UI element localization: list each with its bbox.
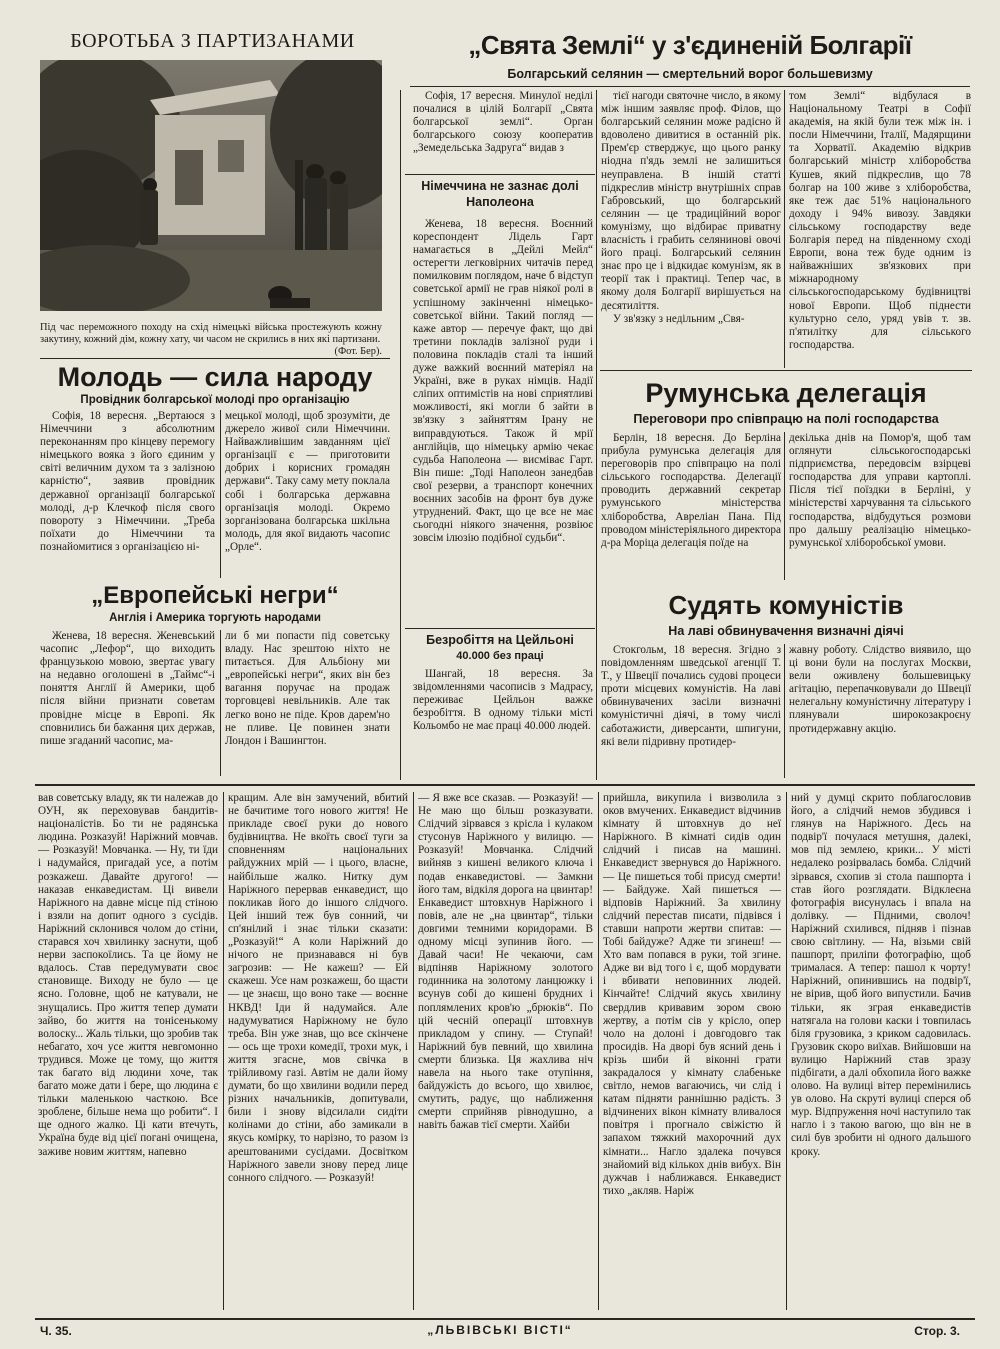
komunisty-headline: Судять комуністів — [668, 590, 904, 620]
footer-issue: Ч. 35. — [40, 1324, 72, 1338]
romania-col2-text: декілька днів на Помор'я, щоб там оглянути сільськогосподарські підприємства, передовсім взірцеві господарства для управи картоплі. Після тієї поїздки в Берліні, у міністерстві харчування та сільського господарства, відбудуться розмови про дальшу реалізацію німецько-румунської хліборобської умови. — [789, 432, 971, 549]
negry-headline: „Европейські негри“ — [91, 582, 339, 609]
caption-credit: (Фот. Бер). — [334, 346, 382, 357]
caption-text: Під час переможного походу на схід німецькі війська простежують кожну закутину, кожний дім, кожну хату, чи часом не скрились в них які партизани. — [40, 322, 382, 345]
bulgaria-col3 — [789, 90, 971, 365]
romania-col1 — [601, 432, 781, 582]
section-divider — [35, 784, 975, 786]
molod-headline: Молодь — сила народу — [57, 362, 373, 392]
ceylon-subtitle: 40.000 без праці — [456, 650, 544, 662]
rule — [596, 90, 597, 780]
negry-col2-text: ли б ми попасти під советську владу. Нас зрештою ніхто не питається. Для Альбіону ми „европейські негри“, яких він без вагання поручає на продаж торговцеві невільників. Але так легко воно не піде. Кров дарем'но не пливе. Це повинен знати Лондон і Вашингтон. — [225, 630, 390, 747]
komunisty-col1-text: Стокгольм, 18 вересня. Згідно з повідомленням шведської агенції Т. Т., у Швеції почались судові процеси проти місцевих комуністів. На лаві обвинувачених засіли визначні комуністичні діячі, в тому числі саботажисти, диверсанти, шпигуни, які вели підривну протидер- — [601, 644, 781, 748]
molod-col1 — [40, 410, 215, 580]
photo-image — [40, 60, 382, 311]
bulgaria-col2 — [601, 90, 781, 365]
photo-title: БОРОТЬБА З ПАРТИЗАНАМИ — [70, 30, 355, 52]
story-col2 — [228, 792, 408, 1312]
rule — [784, 90, 785, 368]
bulgaria-col3-text: том Землі“ відбулася в Національному Театрі в Софії академія, на якій були теж між ін. і посли Німеччини, Італії, Мадярщини та Хорватії. Академію відкрив болгарський міністр хліборобства Кушев, який підкреслив, що 78 болгар на 100 живе з хліборобства, яке теж дає 51% національного доходу і 94% вивозу. Завдяки сільському господарству веде Болгарія перед на південному сході Европи, вона теж буде одним із найважніших зв'язкових при міжнародному сільськогосподарському будівництві нової Европи. Щоб піднести культурно село, уряд увів т. зв. п'ятилітку для сільського господарства. — [789, 90, 971, 351]
bulgaria-headline: „Свята Землі“ у з'єдиненій Болгарії — [468, 30, 912, 60]
komunisty-col2 — [789, 644, 971, 780]
rule — [405, 174, 595, 175]
molod-col1-text: Софія, 18 вересня. „Вертаюся з Німеччини з абсолютним переконанням про кінцеву перемогу німецького вояка з його єдиним у світі величним духом та з залізною карністю“, заявив провідник державної організації болгарської молоді, д-р Клечкоф після свого повороту з Німеччини. „Треба поїхати до Німеччини та познайомитися з організацією ні- — [40, 410, 215, 553]
story-col1-text: вав советську владу, як ти належав до ОУН, як переховував бандитів-націоналістів. Бо ти не радянська людина. Розказуй! Наріжний мовчав. — Розказуй! Мовчанка. — Ну, ти їди і надумайся, пригадай усе, а потім розкажеш. Давайте другого! — наказав енкаведистам. Ці вивели Наріжного на давне місце під стіною і взяли на допит одного з сусідів. Наріжний склонився чолом до стіни, старався хоч хвилинку заснути, щоб нерви заспокоїлись. Та це йому не вдалось. Став передумувати своє становище. Виходу не було — це ясно. Головне, щоб не катували, не знущались. Про життя тепер думати зайво, бо життя на тонісенькому волоску... Жаль тільки, що зробив так небагато, хоч усе життя невгомонно трудився. Може це тому, що життя так багато від людини хоче, так багато може дати і бере, що людина є тільки маленькою часткою. Все зроблене, більше нема що робити“. І ще одного жалко. Ці кати втечуть, Україна буде від цієї погані очищена, заживе новим життям, напевно — [38, 792, 218, 1158]
rule — [784, 432, 785, 580]
rule — [410, 86, 970, 87]
romania-headline: Румунська делегація — [645, 378, 927, 408]
footer-rule — [35, 1318, 975, 1320]
negry-col1 — [40, 630, 215, 778]
bulgaria-subtitle: Болгарський селянин — смертельний ворог большевизму — [507, 67, 873, 81]
rule — [413, 792, 414, 1310]
rule — [220, 410, 221, 578]
bulgaria-col2-tail: У зв'язку з недільним „Свя- — [613, 312, 745, 325]
rule — [786, 792, 787, 1310]
footer-paper-name: „ЛЬВІВСЬКІ ВІСТІ“ — [427, 1323, 573, 1337]
negry-subtitle: Англія і Америка торгують народами — [109, 612, 321, 624]
negry-col2 — [225, 630, 390, 778]
ceylon-col — [413, 668, 593, 780]
molod-col2-text: мецької молоді, щоб зрозуміти, де джерело живої сили Німеччини. Найважливішим завданням цієї організації є — приготовити добрих і корисних громадян держави“. Таку саму мету поклала собі і болгарська державна організація молоді. Окремо зорганізована болгарська шкільна молодь, для якої видають часопис „Орле“. — [225, 410, 390, 553]
negry-col1-text: Женева, 18 вересня. Женевський часопис „Лефор“, що виходить французькою мовою, звертає увагу на недавно оголошені в „Таймс“-і поняття Англії й Америки, щоб після війни признати советам провідне місце в Европі. Як сповнились би бажання цих держав, пише згаданий часопис, ма- — [40, 630, 215, 747]
komunisty-col2-text: жавну роботу. Слідство виявило, що ці вони були на послугах Москви, вели оживлену большевицьку агітацію, перепачковували до Швеції нелегальну комуністичну літературу і плянували широкозакроєну протидержавну акцію. — [789, 644, 971, 735]
rule — [40, 358, 390, 359]
rule — [220, 630, 221, 776]
rule — [405, 628, 595, 629]
napoleon-text: Женева, 18 вересня. Воєнний кореспондент Лідель Гарт намагається в „Дейлі Мейл“ остерегти легковірних читачів перед помилковим поглядом, наче б відступ советської армії не грав ніякої ролі в успішному закінченні німецько-советської війни. Такий погляд — каже автор — перечуе факт, що дві третини покладів залізної руди і половина покладів сталі та інший дуже важкий воєнний матеріял на Україні, вже в руках німців. Надії сліпих оптимістів на нові сприятливі можливості, які могли б зайти в зв'язку з зайняттям Ірану не виправдуються. Також й мрії англійців, що німецьку армію чекає судьба Наполеона — висміває Гарт. Він пише: „Тоді Наполеон занедбав свої резерви, а транспорт конечних воєнних засобів на фронт був дуже утруднений. Факт, що це все не має сьогодні ніякого значення, розвіює зовсім ілюзію подібної судьби“. — [413, 218, 593, 545]
story-col5 — [791, 792, 971, 1312]
story-col2-text: кращим. Але він замучений, вбитий не бачитиме того нового життя! Не прикладе своєї руки до нового будівництва. Не вкоїть своєї туги за сповненням національних райдужних мрій — і цього, власне, найбільше жалко. Нитку дум Наріжного перервав енкаведист, що покликав його до іншого слідчого. Цей інший теж був сонний, чи сп'янілий і знає тільки сказати: „Розказуй!“ А коли Наріжний до нічого не признавався ні був загрозив: — Не кажеш? — Ей скажеш. Усе нам розкажеш, бо щасти — це знаєш, що воно таке — воєнне НКВД! Іди й надумайся. Але надумуватися Наріжному не було треба. Він уже знав, що все скінчене — ось ще трохи комедії, трохи мук, і життя згасне, мов свічка в трійливому газі. Автім не дали йому думати, бо що хвилини водили перед різних начальників, допитували, били і знову відсилали сидіти колінами до стіни, або замикали в якусь комірку, то нарізно, то разом із арештованими сусідами. Досвітком Наріжного завели знову перед лице сонного слідчого. — Розказуй! — [228, 792, 408, 1184]
story-col4-text: прийшла, викупила і визволила з оков вмучених. Енкаведист відчинив кімнату й штовхнув до неї Наріжного. В кімнаті сидів один слідчий і писав на машині. Енкаведист звернувся до Наріжного. — Це пишеться тобі присуд смерти! — Байдуже. Хай пишеться — відповів Наріжний. За хвилину слідчий перестав писати, підвівся і ставши напроти жертви спитав: — Тобі байдуже? Адже ти згинеш! — Хто вам попався в руки, той згине. Адже ви від того і є, щоб мордувати і вбивати неповинних людей. Кінчайте! Слідчий якусь хвилину свердлив кривавим зором свою жертву, а потім сів у крісло, опер чоло на долоні і довгодовго так просидів. На дворі був ясний день і крізь шиби й віконні грати закрадалося у кімнату слабеньке світло, немов вагаючись, чи слід і катам підняти раннішню радість. З відчинених вікон кімнату вливалося повітря і прогнало свіжістю й запахом тяжкий махорочний дух кімнати... Нагло здалека почувся знайомий від кількох днів вибух. Він дужчав і наближався. Енкаведист тихо „акляв. Наріж — [603, 792, 781, 1197]
story-col4 — [603, 792, 781, 1312]
story-col5-text: ний у думці скрито поблагословив його, а слідчий немов збудився і глянув на Наріжного. Десь на подвір'ї почулася метушня, далекі, мов під землею, крики... У місті недалеко розірвалась бомба. Слідчий зірвався, схопив зі стола пашпорта і став його розглядати. Відклеєна фотографія висунулась і впала на долівку. — Підними, сволоч! Наріжний схилився, підняв і пізнав свою світлину. — На, візьми свій пашпорт, приліпи фотографію, щоб трималася. А тепер: пашол к чорту! Наріжний, опинившись на подвір'ї, не вірив, щоб його випустили. Бачив тільки, як зграя енкаведистів натягала на голови каски і товпилась біля грузовика, з криком садовилась. Грузовик скоро виїхав. Вийшовши на вулицю Наріжний став зразу підбігати, а далі обхопила його важке олово. На вулиці вітер перемінились ув олово. На скруті вулиці сперся об мур. Відпруження ночі наступило так нагло і з такою вагою, що він не в силі був зробити ні одного дальшого кроку. — [791, 792, 971, 1158]
napoleon-headline: Німеччина не зазнає долі Наполеона — [421, 179, 579, 209]
napoleon-col — [413, 218, 593, 628]
komunisty-subtitle: На лаві обвинувачення визначні діячі — [668, 624, 904, 638]
romania-col2 — [789, 432, 971, 582]
ceylon-text: Шангай, 18 вересня. За звідомленнями часописів з Мадрасу, переживає Цейльон важке безробіття. В одному тільки місті Кольомбо не має праці 40.000 людей. — [413, 668, 593, 733]
komunisty-col1 — [601, 644, 781, 780]
romania-col1-text: Берлін, 18 вересня. До Берліна прибула румунська делегація для переговорів про співпрацю на полі сільського господарства. Делегації проводить державний секретар румунського міністерства хліборобства, Авреліан Пана. Під проводом міністеріяльного директора д-ра Моріца делегація поїде на — [601, 432, 781, 549]
bulgaria-col2-text: тієї нагоди святочне число, в якому між іншим заявляє проф. Філов, що болгарський селянин може радісно й вдоволено дивитися в останній рік. Прем'єр стверджує, що цього ранку ніодна п'ядь землі не залишиться неуправлена. В іншій статті підкреслив міністр внутрішніх справ Габровський, що болгарський селянин — це традиційний ворог комунізму, що відбирає приватну власність і грабить селянинові овочі його праці. Болгарський селянин знає про це і відкидає комунізм, як в теорії так і практиці. Тепер час, в якому доля Болгарії вирішується на десятиліття. — [601, 90, 781, 312]
photo-caption — [40, 322, 382, 358]
partisan-photo — [40, 60, 382, 311]
ceylon-headline: Безробіття на Цейльоні — [426, 633, 574, 647]
rule — [598, 792, 599, 1310]
rule — [784, 644, 785, 778]
story-col3 — [418, 792, 593, 1312]
molod-col2 — [225, 410, 390, 580]
romania-subtitle: Переговори про співпрацю на полі господарства — [633, 412, 939, 426]
rule — [400, 90, 401, 780]
footer-page: Стор. 3. — [914, 1324, 960, 1338]
story-col1 — [38, 792, 218, 1312]
bulgaria-col1-text: Софія, 17 вересня. Минулої неділі почалися в цілій Болгарії „Свята болгарської землі“. Орган болгарського союзу кооператив „Земедельська Задруга“ видав з — [413, 90, 593, 155]
rule — [223, 792, 224, 1310]
molod-subtitle: Провідник болгарської молоді про організацію — [80, 394, 350, 406]
rule — [600, 370, 972, 371]
bulgaria-col1 — [413, 90, 593, 170]
story-col3-text: — Я вже все сказав. — Розказуй! — Не маю що більш розказувати. Слідчий зірвався з крісла і кулаком стусонув Наріжного у вилицю. — Розказуй! Мовчанка. Слідчий вийняв з кишені великого ключа і подав енкаведистові. — Замкни його там, відкіля дорога на цвинтар! Енкаведист штовхнув Наріжного і повів, але не „на цвинтар“, тільки довгими темними коридорами. В одному місці зупинив його. — Давай часи! Не чекаючи, сам відпіняв Наріжному золотого годинника на золотому ланцюжку і всунув собі до кишені брудних і поплямлених кров'ю „брюків“. По цій чесній операції штовхнув прикладом у спину. — Ступай! Наріжний був певний, що хвилина смерти близька. Ця жахлива ніч навела на нього таке отупіння, байдужість до всього, що хвилює, смутить, радує, що наближення смерти сприйняв рівнодушно, а навіть бажав тієї смерти. Хайби — [418, 792, 593, 1132]
